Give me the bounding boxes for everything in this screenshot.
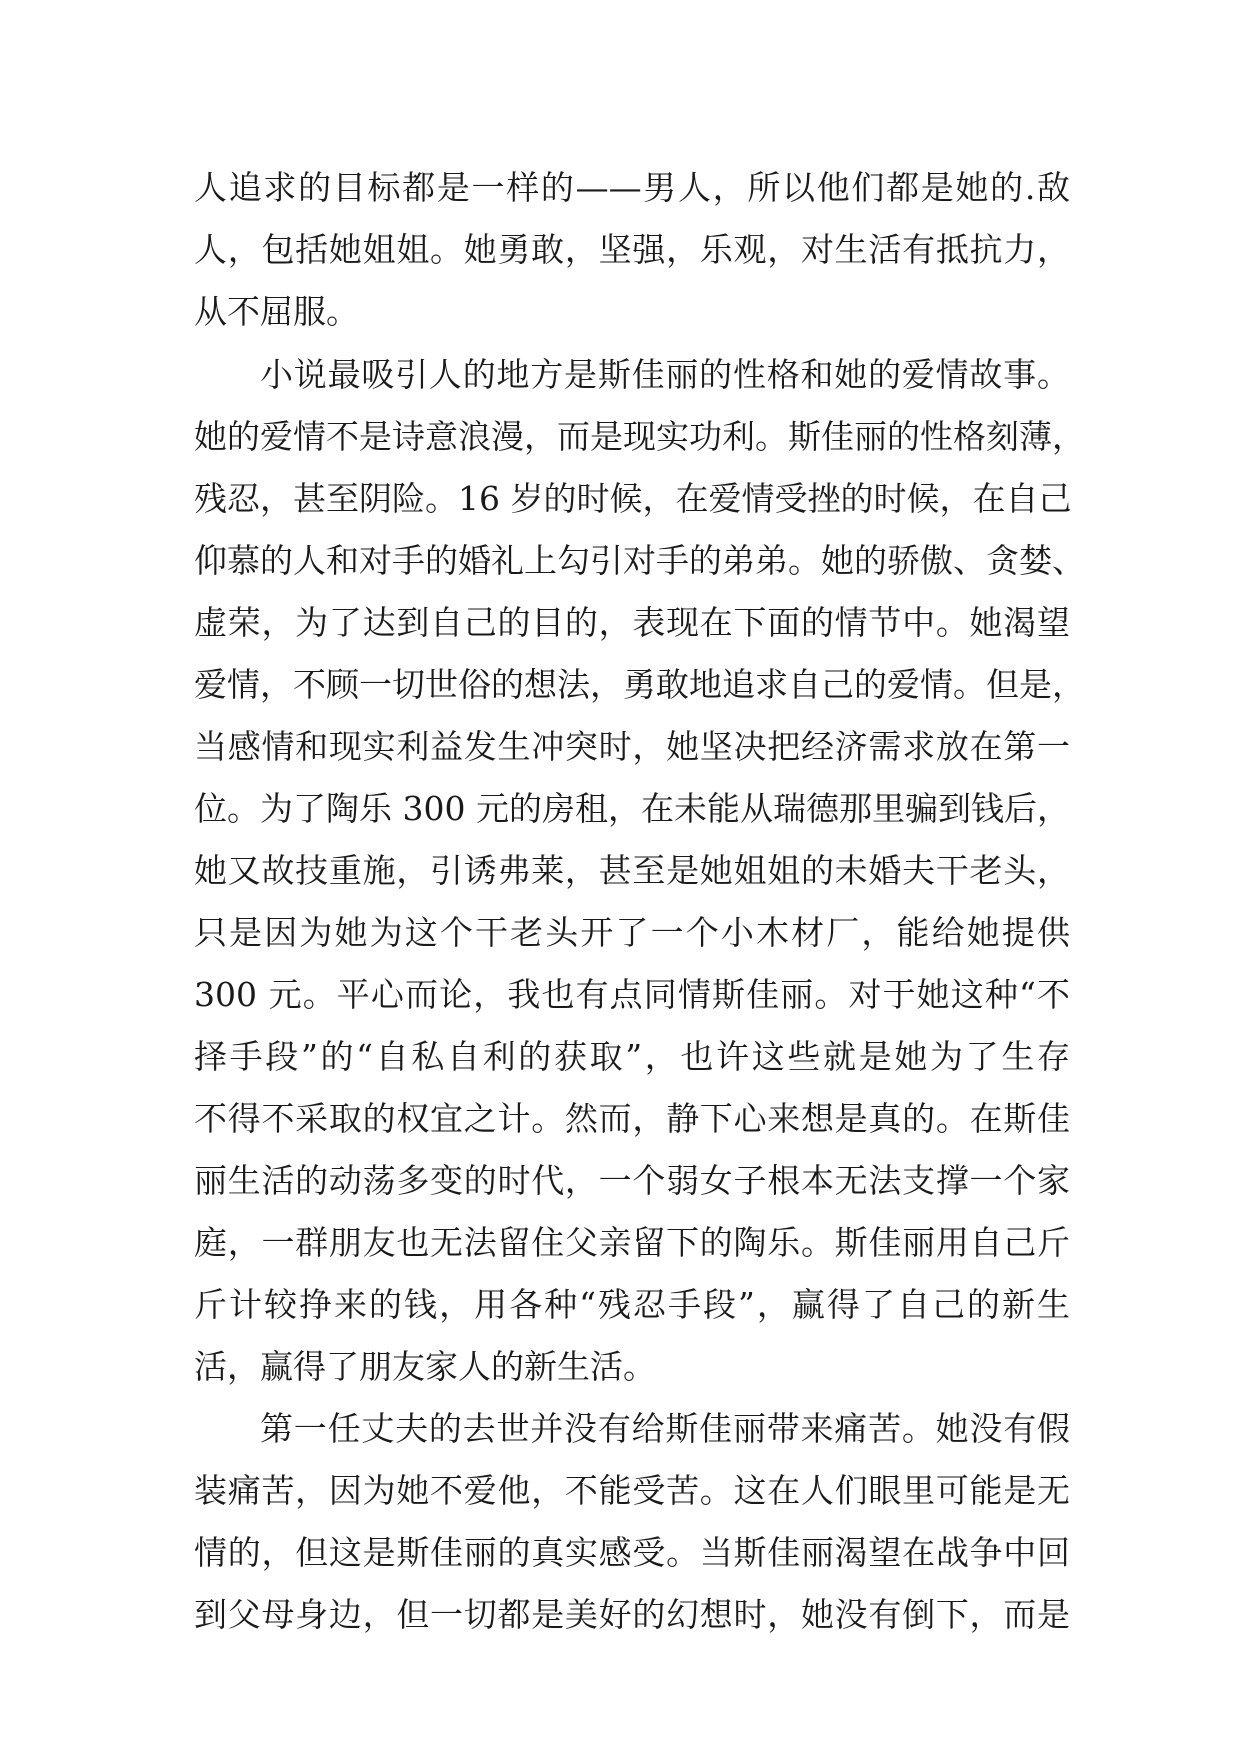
text-line: 300 元。平心而论，我也有点同情斯佳丽。对于她这种“不 xyxy=(194,975,1070,1014)
text-line: 人追求的目标都是一样的——男人，所以他们都是她的.敌 xyxy=(194,168,1070,207)
text-line: 残忍，甚至阴险。16 岁的时候，在爱情受挫的时候，在自己 xyxy=(194,479,1072,518)
text-line: 她又故技重施，引诱弗莱，甚至是她姐姐的未婚夫干老头， xyxy=(194,851,1070,890)
text-line: 人，包括她姐姐。她勇敢，坚强，乐观，对生活有抵抗力， xyxy=(194,230,1070,269)
text-line: 斤计较挣来的钱，用各种“残忍手段”，赢得了自己的新生 xyxy=(194,1285,1070,1324)
text-line: 位。为了陶乐 300 元的房租，在未能从瑞德那里骗到钱后， xyxy=(194,789,1070,828)
text-line: 装痛苦，因为她不爱他，不能受苦。这在人们眼里可能是无 xyxy=(194,1471,1070,1510)
text-line: 爱情，不顾一切世俗的想法，勇敢地追求自己的爱情。但是， xyxy=(194,665,1085,704)
paragraph-first-line: 第一任丈夫的去世并没有给斯佳丽带来痛苦。她没有假 xyxy=(260,1409,1070,1448)
text-line: 择手段”的“自私自利的获取”，也许这些就是她为了生存 xyxy=(194,1037,1070,1076)
text-line: 庭，一群朋友也无法留住父亲留下的陶乐。斯佳丽用自己斤 xyxy=(194,1223,1070,1262)
paragraph-first-line: 小说最吸引人的地方是斯佳丽的性格和她的爱情故事。 xyxy=(260,355,1070,394)
text-line: 当感情和现实利益发生冲突时，她坚决把经济需求放在第一 xyxy=(194,727,1070,766)
text-line: 到父母身边，但一切都是美好的幻想时，她没有倒下，而是 xyxy=(194,1595,1070,1634)
text-line: 丽生活的动荡多变的时代，一个弱女子根本无法支撑一个家 xyxy=(194,1161,1070,1200)
text-line: 从不屈服。 xyxy=(194,292,359,331)
text-line: 仰慕的人和对手的婚礼上勾引对手的弟弟。她的骄傲、贪婪、 xyxy=(194,541,1085,580)
text-line: 只是因为她为这个干老头开了一个小木材厂，能给她提供 xyxy=(194,913,1070,952)
text-line: 虚荣，为了达到自己的目的，表现在下面的情节中。她渴望 xyxy=(194,603,1070,642)
text-line: 情的，但这是斯佳丽的真实感受。当斯佳丽渴望在战争中回 xyxy=(194,1533,1070,1572)
text-line: 她的爱情不是诗意浪漫，而是现实功利。斯佳丽的性格刻薄， xyxy=(194,417,1085,456)
text-line: 不得不采取的权宜之计。然而，静下心来想是真的。在斯佳 xyxy=(194,1099,1070,1138)
text-line: 活，赢得了朋友家人的新生活。 xyxy=(194,1347,656,1386)
